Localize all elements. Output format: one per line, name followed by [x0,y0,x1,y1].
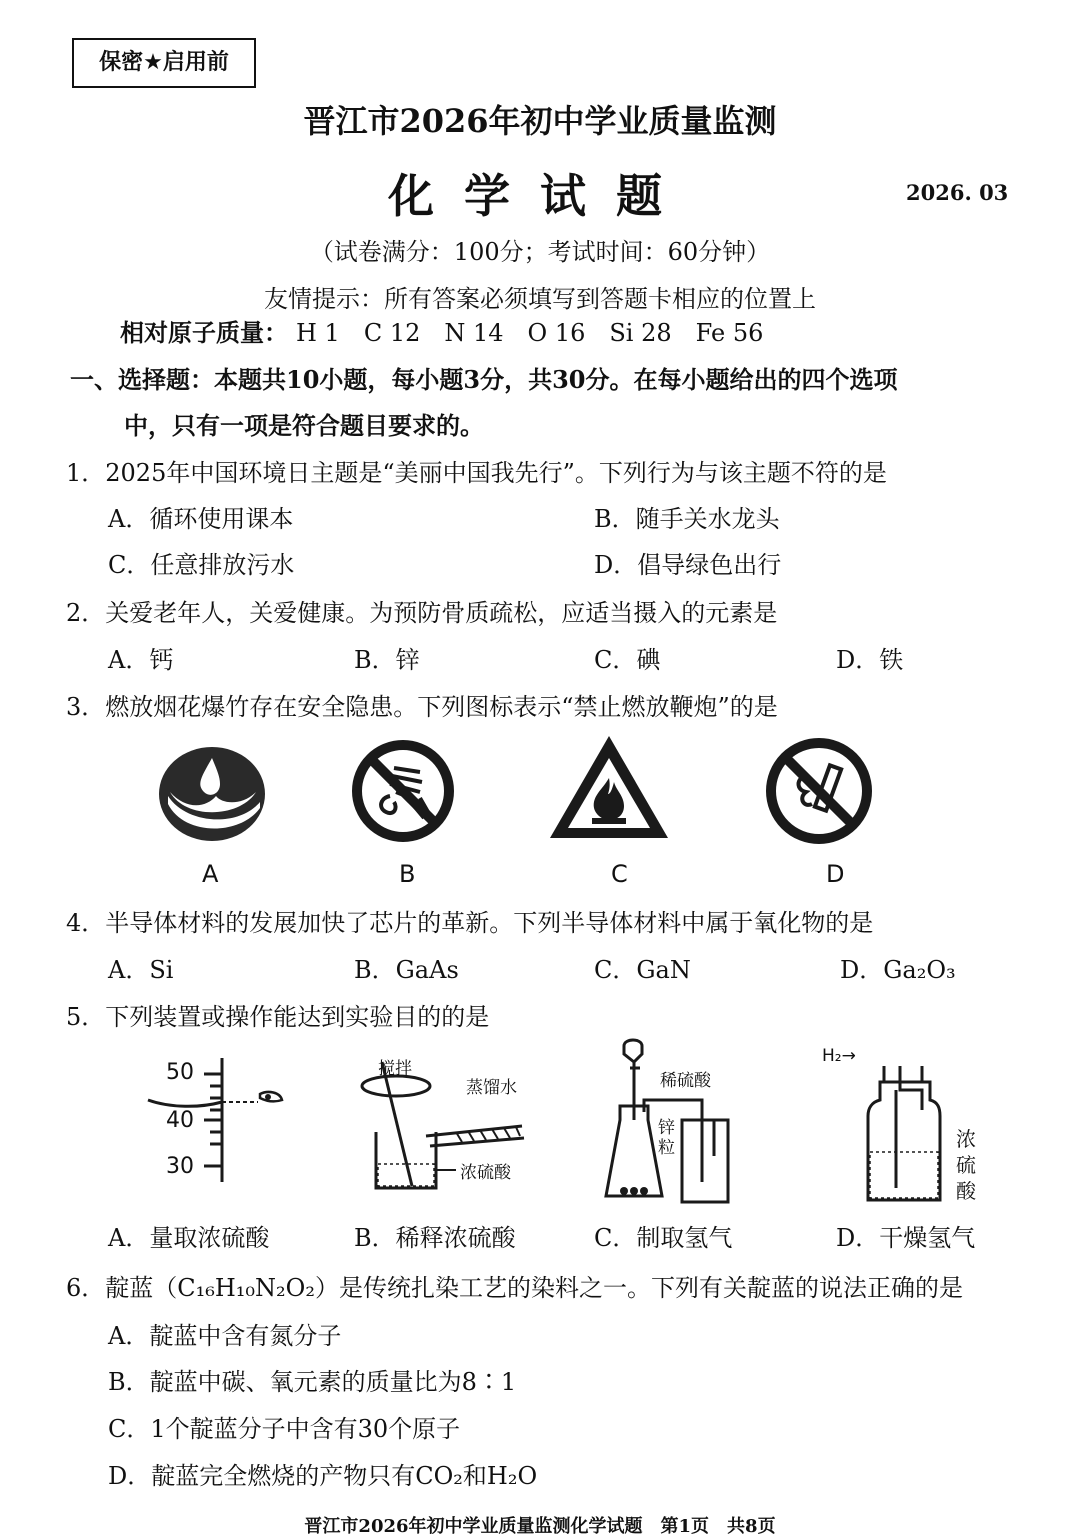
question-1-option-b: B．随手关水龙头 [594,505,780,533]
atomic-mass-line [120,313,763,348]
question-5-option-d: D．干燥氢气 [836,1224,976,1252]
question-4-option-c: C．GaN [594,956,691,984]
question-6-option-a: A．靛蓝中含有氮分子 [108,1322,342,1350]
question-4-option-b: B．GaAs [354,956,459,984]
c-zinc-label: 锌粒 [658,1118,675,1158]
atomic-mass-values: H 1 C 12 N 14 O 16 Si 28 Fe 56 [296,319,764,347]
page-footer: 晋江市2026年初中学业质量监测化学试题 第1页 共8页 [304,1516,776,1537]
question-4-stem: 4．半导体材料的发展加快了芯片的革新。下列半导体材料中属于氧化物的是 [66,909,874,937]
question-4-option-a: A．Si [108,956,174,984]
d-acid-label: 浓硫酸 [956,1127,976,1203]
cylinder-tick-30: 30 [166,1154,194,1179]
gas-drying-bottle-figure [862,1060,952,1206]
no-firecrackers-icon [350,738,456,844]
exam-tip: 友情提示：所有答案必须填写到答题卡相应的位置上 [264,285,816,313]
question-6-option-b: B．靛蓝中碳、氧元素的质量比为8∶1 [108,1368,517,1396]
question-2-option-d: D．铁 [836,646,904,674]
section-heading-cont: 中，只有一项是符合题目要求的。 [124,411,484,440]
exam-date: 2026. 03 [906,180,1009,205]
subject-title: 化学试题 [388,169,692,223]
question-5-option-c: C．制取氢气 [594,1224,733,1252]
question-6-stem: 6．靛蓝（C₁₆H₁₀N₂O₂）是传统扎染工艺的染料之一。下列有关靛蓝的说法正确的是 [66,1274,963,1302]
question-3-label-b: B [399,860,416,888]
question-5-option-b: B．稀释浓硫酸 [354,1224,516,1252]
question-1-option-c: C．任意排放污水 [108,551,295,579]
c-acid-label: 稀硫酸 [660,1071,711,1091]
cylinder-tick-50: 50 [166,1060,194,1085]
cylinder-tick-40: 40 [166,1108,194,1133]
question-5-stem: 5．下列装置或操作能达到实验目的的是 [66,1003,490,1031]
question-4-option-d: D．Ga₂O₃ [840,956,956,984]
graduated-cylinder-figure [140,1050,290,1185]
d-gas-label: H₂→ [822,1046,856,1066]
question-3-label-d: D [826,860,845,888]
question-2-stem: 2．关爱老年人，关爱健康。为预防骨质疏松，应适当摄入的元素是 [66,599,778,627]
question-1-option-a: A．循环使用课本 [108,505,294,533]
no-smoking-icon [764,736,874,846]
question-2-option-b: B．锌 [354,646,420,674]
section-heading: 一、选择题：本题共10小题，每小题3分，共30分。在每小题给出的四个选项 [70,365,898,394]
question-3-label-c: C [611,860,628,888]
question-6-option-d: D．靛蓝完全燃烧的产物只有CO₂和H₂O [108,1462,538,1490]
question-3-stem: 3．燃放烟花爆竹存在安全隐患。下列图标表示“禁止燃放鞭炮”的是 [66,693,778,721]
question-6-option-c: C．1个靛蓝分子中含有30个原子 [108,1415,461,1443]
b-water-label: 蒸馏水 [466,1078,517,1098]
exam-title: 晋江市2026年初中学业质量监测 [303,102,777,140]
water-saving-icon [156,746,268,842]
question-2-option-a: A．钙 [108,646,174,674]
flammable-warning-icon [548,734,670,842]
b-acid-label: 浓硫酸 [460,1163,511,1183]
atomic-mass-label: 相对原子质量： [120,318,288,347]
question-2-option-c: C．碘 [594,646,661,674]
question-3-label-a: A [202,860,219,888]
b-stir-label: 搅拌 [378,1059,412,1079]
question-1-stem: 1．2025年中国环境日主题是“美丽中国我先行”。下列行为与该主题不符的是 [66,459,887,487]
exam-meta: （试卷满分：100分；考试时间：60分钟） [309,238,771,266]
confidential-stamp: 保密★启用前 [72,38,256,88]
question-5-option-a: A．量取浓硫酸 [108,1224,270,1252]
question-1-option-d: D．倡导绿色出行 [594,551,782,579]
